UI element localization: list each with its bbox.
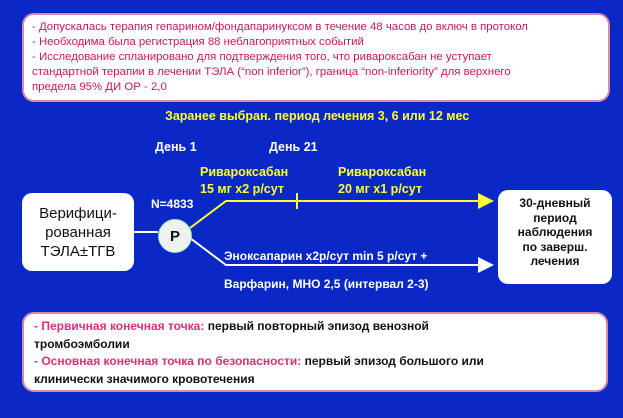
- follow-up-line: 30-дневный: [519, 196, 591, 210]
- note-line: предела 95% ДИ ОР - 2,0: [32, 81, 167, 93]
- population-line: Верифици-: [39, 204, 117, 222]
- randomization-node: Р: [158, 219, 192, 253]
- rivaroxaban-phase1-name: Ривароксабан: [200, 165, 289, 179]
- rivaroxaban-phase2-name: Ривароксабан: [338, 165, 427, 179]
- safety-endpoint-text: первый эпизод большого или: [301, 354, 484, 368]
- population-line: ТЭЛА±ТГВ: [40, 242, 116, 260]
- population-line: рованная: [45, 223, 111, 241]
- safety-endpoint-line: [34, 353, 596, 371]
- note-line: стандартной терапии в лечении ТЭЛА (“non inferior”), граница “non-inferiority” для верхнего: [32, 66, 511, 78]
- follow-up-line: период: [533, 210, 577, 225]
- note-line: - Допускалась терапия гепарином/фондапаринуксом в течение 48 часов до включ в протокол: [32, 21, 528, 33]
- follow-up-line: по заверш.: [522, 239, 588, 254]
- follow-up-box: [498, 190, 612, 284]
- endpoints-box: [22, 312, 608, 392]
- primary-endpoint-label: - Первичная конечная точка:: [34, 319, 205, 333]
- enoxaparin-label: Эноксапарин х2р/сут min 5 р/сут +: [224, 249, 428, 263]
- treatment-period-subtitle: Заранее выбран. период лечения 3, 6 или 12 мес: [165, 109, 470, 123]
- follow-up-line: наблюдения: [517, 225, 593, 239]
- follow-up-line: лечения: [530, 254, 580, 268]
- day21-label: День 21: [269, 140, 318, 154]
- warfarin-label: Варфарин, МНО 2,5 (интервал 2-3): [224, 277, 429, 291]
- rivaroxaban-arm-arrow: [190, 201, 492, 228]
- note-line: - Необходима была регистрация 88 неблагоприятных событий: [32, 36, 364, 48]
- safety-endpoint-cont: клинически значимого кровотечения: [34, 371, 255, 386]
- primary-endpoint-line: [34, 318, 596, 336]
- safety-endpoint-label: - Основная конечная точка по безопасности:: [34, 354, 302, 368]
- sample-size-label: N=4833: [151, 197, 194, 211]
- patient-population-box: [22, 193, 134, 271]
- day1-label: День 1: [155, 140, 197, 154]
- note-line: - Исследование спланировано для подтверждения того, что ривароксабан не уступает: [32, 51, 492, 63]
- primary-endpoint-cont: тромбоэмболии: [34, 336, 130, 351]
- primary-endpoint-text: первый повторный эпизод венозной: [204, 319, 429, 333]
- rivaroxaban-phase1-dose: 15 мг х2 р/сут: [200, 182, 284, 196]
- rivaroxaban-phase2-dose: 20 мг х1 р/сут: [338, 182, 422, 196]
